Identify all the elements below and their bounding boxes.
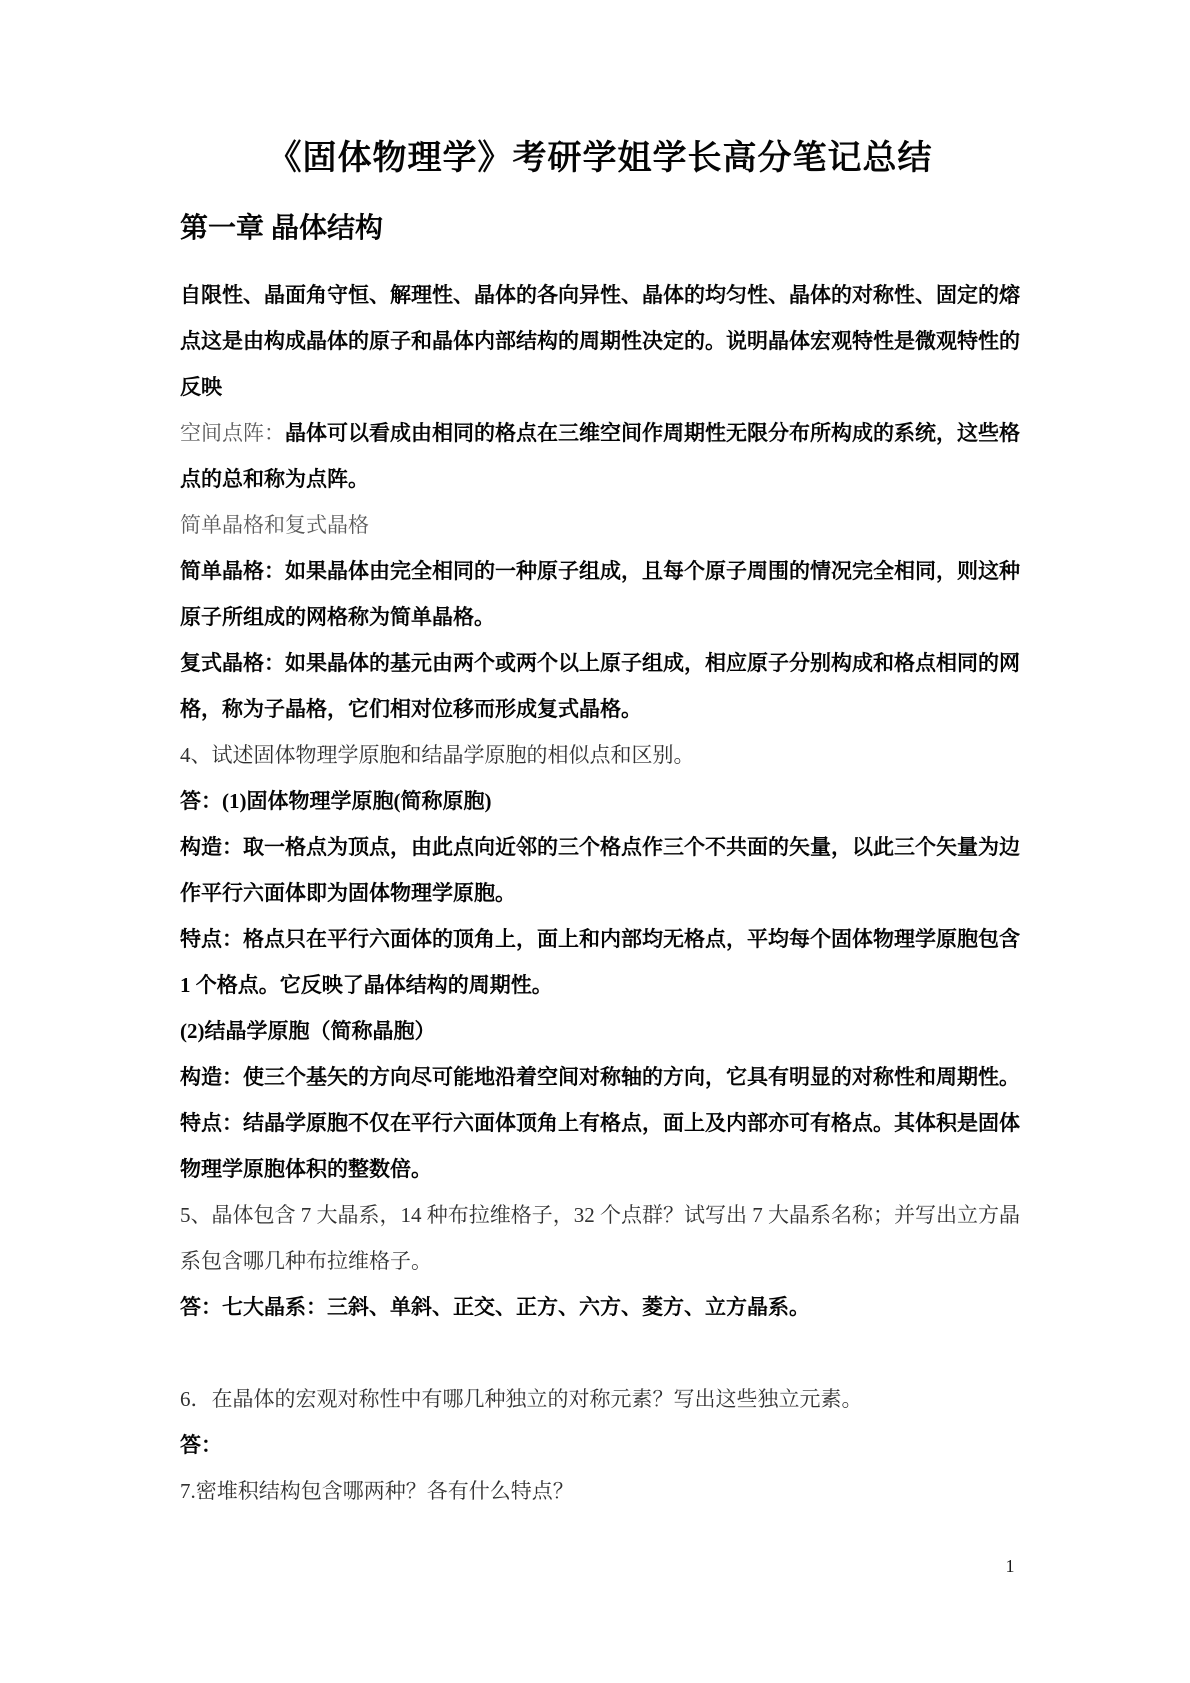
answer-4-part2-heading: (2)结晶学原胞（简称晶胞）: [180, 1019, 436, 1043]
para-unit-cell-features: 特点：结晶学原胞不仅在平行六面体顶角上有格点，面上及内部亦可有格点。其体积是固体物理学原胞体积的整数倍。: [180, 1111, 1020, 1181]
para-primitive-cell-features: 特点：格点只在平行六面体的顶角上，面上和内部均无格点，平均每个固体物理学原胞包含 1 个格点。它反映了晶体结构的周期性。: [180, 927, 1020, 997]
para-crystal-macroscopic-properties: 自限性、晶面角守恒、解理性、晶体的各向异性、晶体的均匀性、晶体的对称性、固定的熔点这是由构成晶体的原子和晶体内部结构的周期性决定的。说明晶体宏观特性是微观特性的反映: [180, 283, 1020, 399]
answer-5: 答：七大晶系：三斜、单斜、正交、正方、六方、菱方、立方晶系。: [180, 1295, 810, 1319]
question-6: 6．在晶体的宏观对称性中有哪几种独立的对称元素？写出这些独立元素。: [180, 1387, 863, 1411]
question-5: 5、晶体包含 7 大晶系，14 种布拉维格子，32 个点群？试写出 7 大晶系名称；并写出立方晶系包含哪几种布拉维格子。: [180, 1203, 1020, 1273]
label-simple-and-compound-lattice: 简单晶格和复式晶格: [180, 513, 369, 537]
question-7: 7.密堆积结构包含哪两种？各有什么特点？: [180, 1479, 574, 1503]
para-compound-lattice-definition: 复式晶格：如果晶体的基元由两个或两个以上原子组成，相应原子分别构成和格点相同的网格，称为子晶格，它们相对位移而形成复式晶格。: [180, 651, 1020, 721]
para-unit-cell-construction: 构造：使三个基矢的方向尽可能地沿着空间对称轴的方向，它具有明显的对称性和周期性。: [180, 1065, 1020, 1089]
answer-4-part1-heading: 答：(1)固体物理学原胞(简称原胞): [180, 789, 492, 813]
para-simple-lattice-definition: 简单晶格：如果晶体由完全相同的一种原子组成，且每个原子周围的情况完全相同，则这种原子所组成的网格称为简单晶格。: [180, 559, 1020, 629]
term-space-lattice: 空间点阵：: [180, 421, 285, 445]
para-primitive-cell-construction: 构造：取一格点为顶点，由此点向近邻的三个格点作三个不共面的矢量，以此三个矢量为边作平行六面体即为固体物理学原胞。: [180, 835, 1020, 905]
answer-6: 答：: [180, 1433, 222, 1457]
question-4: 4、试述固体物理学原胞和结晶学原胞的相似点和区别。: [180, 743, 695, 767]
page-number: 1: [1005, 1556, 1015, 1576]
document-body: [180, 272, 1020, 1514]
document-title: 《固体物理学》考研学姐学长高分笔记总结: [267, 140, 933, 177]
chapter-heading: 第一章 晶体结构: [180, 213, 384, 244]
para-space-lattice-definition: [180, 410, 1020, 502]
space-lattice-definition-text: 晶体可以看成由相同的格点在三维空间作周期性无限分布所构成的系统，这些格点的总和称为点阵。: [180, 421, 1020, 491]
